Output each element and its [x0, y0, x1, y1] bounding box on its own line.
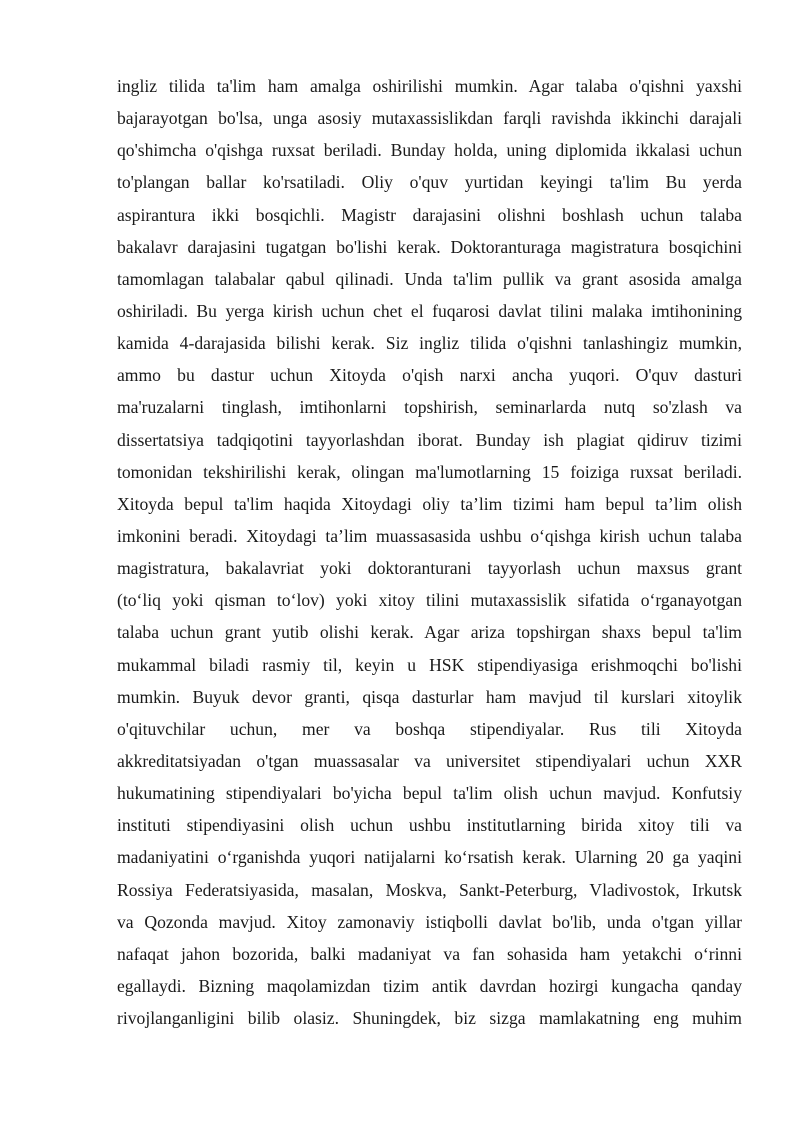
text-line: o'qituvchilar uchun, mer va boshqa stipendiyalar. Rus tili Xitoyda: [117, 718, 742, 739]
text-line: bajarayotgan bo'lsa, unga asosiy mutaxassislikdan farqli ravishda ikkinchi darajali: [117, 108, 742, 129]
text-line: kamida 4-darajasida bilishi kerak. Siz ingliz tilida o'qishni tanlashingiz mumkin,: [117, 333, 742, 354]
text-line: dissertatsiya tadqiqotini tayyorlashdan iborat. Bunday ish plagiat qidiruv tizimi: [117, 429, 742, 450]
text-line: magistratura, bakalavriat yoki doktoranturani tayyorlash uchun maxsus grant: [117, 558, 742, 579]
text-line: ammo bu dastur uchun Xitoyda o'qish narxi ancha yuqori. O'quv dasturi: [117, 365, 742, 386]
text-line: qo'shimcha o'qishga ruxsat beriladi. Bunday holda, uning diplomida ikkalasi uchun: [117, 140, 742, 161]
text-line: talaba uchun grant yutib olishi kerak. Agar ariza topshirgan shaxs bepul ta'lim: [117, 622, 742, 643]
text-line: (to‘liq yoki qisman to‘lov) yoki xitoy tilini mutaxassislik sifatida o‘rganayotgan: [117, 590, 742, 611]
text-line: akkreditatsiyadan o'tgan muassasalar va universitet stipendiyalari uchun XXR: [117, 750, 742, 771]
text-line: Xitoyda bepul ta'lim haqida Xitoydagi oliy ta’lim tizimi ham bepul ta’lim olish: [117, 493, 742, 514]
text-line: Rossiya Federatsiyasida, masalan, Moskva, Sankt-Peterburg, Vladivostok, Irkutsk: [117, 879, 742, 900]
text-line: madaniyatini o‘rganishda yuqori natijalarni ko‘rsatish kerak. Ularning 20 ga yaqini: [117, 847, 742, 868]
text-line: to'plangan ballar ko'rsatiladi. Oliy o'quv yurtidan keyingi ta'lim Bu yerda: [117, 172, 742, 193]
text-line: hukumatining stipendiyalari bo'yicha bepul ta'lim olish uchun mavjud. Konfutsiy: [117, 783, 742, 804]
text-line: oshiriladi. Bu yerga kirish uchun chet el fuqarosi davlat tilini malaka imtihonining: [117, 300, 742, 321]
text-line: nafaqat jahon bozorida, balki madaniyat va fan sohasida ham yetakchi o‘rinni: [117, 943, 742, 964]
text-line: imkonini beradi. Xitoydagi ta’lim muassasasida ushbu o‘qishga kirish uchun talaba: [117, 525, 742, 546]
text-line: instituti stipendiyasini olish uchun ushbu institutlarning birida xitoy tili va: [117, 815, 742, 836]
text-line: tamomlagan talabalar qabul qilinadi. Unda ta'lim pullik va grant asosida amalga: [117, 268, 742, 289]
text-line: ingliz tilida ta'lim ham amalga oshirilishi mumkin. Agar talaba o'qishni yaxshi: [117, 76, 742, 96]
text-line: egallaydi. Bizning maqolamizdan tizim antik davrdan hozirgi kungacha qanday: [117, 975, 742, 996]
text-line: va Qozonda mavjud. Xitoy zamonaviy istiqbolli davlat bo'lib, unda o'tgan yillar: [117, 911, 742, 932]
text-line: ma'ruzalarni tinglash, imtihonlarni topshirish, seminarlarda nutq so'zlash va: [117, 397, 742, 418]
text-line: mumkin. Buyuk devor granti, qisqa dasturlar ham mavjud til kurslari xitoylik: [117, 686, 742, 707]
text-line: tomonidan tekshirilishi kerak, olingan ma'lumotlarning 15 foiziga ruxsat beriladi.: [117, 461, 742, 482]
text-line: aspirantura ikki bosqichli. Magistr darajasini olishni boshlash uchun talaba: [117, 204, 742, 225]
body-paragraph: [117, 70, 742, 1034]
text-line: rivojlanganligini bilib olasiz. Shuningdek, biz sizga mamlakatning eng muhim: [117, 1008, 742, 1029]
text-line: bakalavr darajasini tugatgan bo'lishi kerak. Doktoranturaga magistratura bosqichini: [117, 236, 742, 257]
text-line: mukammal biladi rasmiy til, keyin u HSK stipendiyasiga erishmoqchi bo'lishi: [117, 654, 742, 675]
